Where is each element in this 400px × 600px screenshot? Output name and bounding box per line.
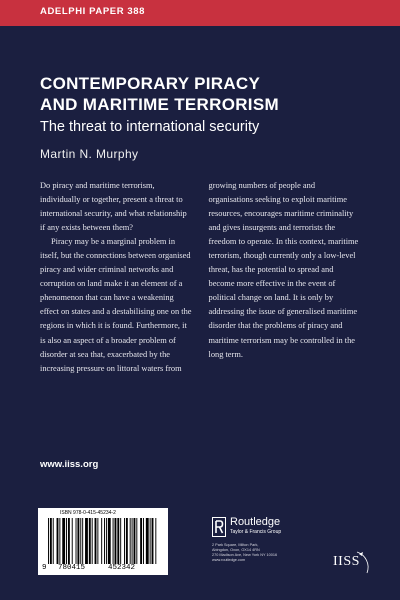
routledge-logo-icon <box>212 517 226 537</box>
iiss-logo <box>327 551 371 579</box>
iiss-wordmark: IISS <box>333 554 360 569</box>
title-line-2: AND MARITIME TERRORISM <box>40 95 279 114</box>
title-line-1: CONTEMPORARY PIRACY <box>40 74 261 93</box>
series-bar <box>0 0 400 26</box>
barcode-digits-left: 780415 <box>58 564 86 572</box>
address-line: www.routledge.com <box>212 558 246 562</box>
publisher-name: Routledge <box>230 516 281 528</box>
barcode-digit-first: 9 <box>42 564 47 572</box>
book-subtitle: The threat to international security <box>40 119 260 135</box>
barcode-digits-right: 452342 <box>108 564 136 572</box>
address-line: 2 Park Square, Milton Park, <box>212 543 259 547</box>
series-label: ADELPHI PAPER 388 <box>40 6 146 17</box>
blurb <box>40 179 361 379</box>
book-title <box>40 73 279 115</box>
address-line: 270 Madison Ave, New York NY 10016 <box>212 553 278 557</box>
barcode-bars <box>46 518 160 564</box>
publisher-block <box>212 517 322 577</box>
blurb-paragraph-2: Piracy may be a marginal problem in itself, but the connections between organised piracy and wider criminal networks and corruption on land make it an element of a phenomenon that can have a weakening effect on states and a destabilising one on the regions in which it is found. Furthermore, it is also an aspect of a broader problem of disorder at sea that, exacerbated by the increasing pressure on littoral waters from growing numbers of people and organisations seeking to exploit maritime resources, encourages maritime criminality and gives insurgents and terrorists the freedom to operate. In this context, maritime terrorism, though currently only a low-level threat, has the potential to spread and become more effective in the event of political change on land. It is only by addressing the issue of generalised maritime disorder that the problems of piracy and maritime terrorism may be controlled in the long term. <box>40 181 359 373</box>
publisher-group: Taylor & Francis Group <box>230 529 282 535</box>
address-line: Abingdon, Oxon, OX14 4RN <box>212 548 260 552</box>
publisher-address <box>212 543 277 563</box>
isbn-number: ISBN 978-0-415-45234-2 <box>60 510 116 516</box>
website-link[interactable]: www.iiss.org <box>40 459 99 470</box>
barcode <box>38 508 168 575</box>
author-name: Martin N. Murphy <box>40 147 139 161</box>
blurb-paragraph-1: Do piracy and maritime terrorism, individually or together, present a threat to international security, and what relationship if any exists between them? <box>40 181 187 233</box>
